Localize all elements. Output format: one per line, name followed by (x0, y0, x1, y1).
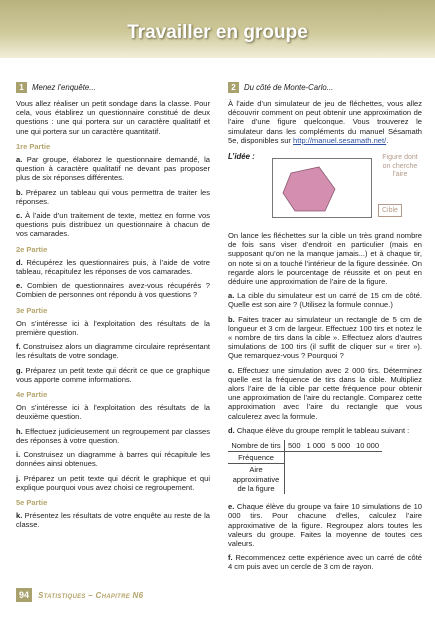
table-header-cell: Fréquence (228, 452, 285, 464)
intro-text: À l’aide d’un simulateur de jeu de fléchettes, vous allez découvrir comment on peut obtenir une approximation de l’aire d’une figure quelconque. Vous trouverez le simulateur dans les compléments du manuel Sésamath 5e, disponibles sur (228, 99, 422, 145)
question-letter: b. (228, 314, 235, 324)
question-letter: c. (228, 365, 235, 375)
question-k (16, 511, 210, 529)
question-text: Construisez alors un diagramme circulaire représentant les résultats de votre sondage. (16, 342, 210, 361)
pink-figure-shape (283, 167, 335, 211)
section-1-heading (16, 82, 210, 93)
question-f-right (228, 553, 422, 571)
section-number-badge: 1 (16, 82, 27, 93)
question-text: Présentez les résultats de votre enquête au reste de la classe. (16, 511, 210, 530)
question-letter: g. (16, 365, 23, 375)
question-d-right (228, 426, 422, 435)
question-e-right (228, 502, 422, 548)
question-letter: j. (16, 473, 21, 483)
question-e (16, 281, 210, 299)
target-square (272, 158, 372, 218)
page-title: Travailler en groupe (127, 22, 308, 43)
right-column (228, 82, 422, 577)
table-empty-cell (285, 452, 383, 464)
question-c (16, 211, 210, 239)
question-f (16, 342, 210, 360)
question-text: Recommencez cette expérience avec un carré de côté 4 cm puis avec un cercle de 3 cm de rayon. (228, 553, 422, 572)
experiment-description: On lance les fléchettes sur la cible un très grand nombre de fois sans viser d’endroit en particulier (mais en supposant qu’on ne la manque jamais...) et à chaque tir, on note si on a touché l’intérieur de la figure dessinée. On regarde alors le pourcentage de réussite et on peut en déduire une approximation de l’aire de la figure. (228, 231, 422, 287)
table-empty-cell (285, 464, 383, 494)
table-row (228, 440, 382, 452)
table-cell: 10 000 (353, 440, 382, 452)
idea-label: L’idée : (228, 152, 255, 162)
question-a-right (228, 291, 422, 309)
question-text: Récupérez les questionnaires puis, à l’aide de votre tableau, récapitulez les réponses de vos camarades. (16, 257, 210, 277)
question-letter: d. (16, 257, 23, 267)
question-text: Par groupe, élaborez le questionnaire demandé, la question à caractère qualitatif ne devant pas proposer plus de six réponses différentes. (16, 155, 210, 183)
question-b (16, 188, 210, 206)
question-text: La cible du simulateur est un carré de 15 cm de côté. Quelle est son aire ? (Utilisez la formule connue.) (228, 291, 422, 310)
chapter-label: Statistiques – Chapitre N6 (38, 590, 144, 600)
question-c-right (228, 366, 422, 421)
question-text: Chaque élève du groupe remplit le tableau suivant : (236, 425, 410, 435)
target-annotation: Cible (378, 204, 402, 217)
question-letter: d. (228, 425, 235, 435)
table-header-cell: Nombre de tirs (228, 440, 285, 452)
partie-4-title: 4e Partie (16, 390, 48, 400)
idea-illustration (228, 150, 422, 225)
question-text: Effectuez judicieusement un regroupement par classes des réponses à votre question. (16, 426, 210, 445)
figure-annotation: Figure dont on cherche l’aire (382, 154, 418, 179)
question-text: Préparez un petit texte qui décrit ce que ce graphique vous apporte comme informations. (16, 365, 210, 384)
question-d (16, 258, 210, 276)
question-i (16, 450, 210, 468)
question-text: Faites tracer au simulateur un rectangle de 5 cm de longueur et 3 cm de largeur. Effectuez 100 tirs et notez le « nombre de tirs dans la cible ». Effectuez alors d’autres simulations de 100 tirs (il suffit de cliquer sur « tirer »). Que remarquez-vous ? Pourquoi ? (228, 314, 422, 361)
partie-5-title: 5e Partie (16, 497, 48, 507)
table-row (228, 464, 382, 494)
question-letter: f. (228, 553, 233, 563)
sesamath-link[interactable]: http://manuel.sesamath.net/ (293, 135, 387, 145)
partie-3-title: 3e Partie (16, 305, 48, 315)
question-letter: e. (228, 502, 235, 512)
table-cell: 1 000 (304, 440, 329, 452)
question-letter: a. (228, 291, 235, 301)
section-2-intro: À l’aide d’un simulateur de jeu de fléchettes, vous allez découvrir comment on peut obtenir une approximation de l’aire d’une figure quelconque. Vous trouverez le simulateur dans les compléments du manuel Sésamath 5e, disponibles sur http://manuel.sesamath.net/. (228, 99, 422, 145)
section-1-intro: Vous allez réaliser un petit sondage dans la classe. Pour cela, vous établirez un questionnaire constitué de deux questions : une qui portera sur un caractère qualitatif et une qui portera sur un caractère quantitatif. (16, 99, 210, 136)
question-letter: a. (16, 155, 23, 165)
partie-1-title: 1re Partie (16, 141, 51, 151)
question-j (16, 474, 210, 492)
table-cell: 5 000 (328, 440, 353, 452)
figure-shape-svg (273, 159, 371, 217)
table-row (228, 452, 382, 464)
table-cell: 500 (285, 440, 304, 452)
question-a (16, 155, 210, 183)
question-text: Effectuez une simulation avec 2 000 tirs. Déterminez quelle est la fréquence de tirs dans la cible. Multipliez alors l’aire de la cible par cette fréquence pour obtenir une approximation de l’aire du rectangle. Comparez cette approximation avec l’aire du rectangle que vous calculerez avec la formule. (228, 365, 422, 421)
partie-2-title: 2e Partie (16, 244, 48, 254)
question-text: Préparez un tableau qui vous permettra de traiter les réponses. (16, 187, 210, 206)
question-letter: h. (16, 426, 23, 436)
question-letter: k. (16, 511, 23, 521)
question-text: Chaque élève du groupe va faire 10 simulations de 10 000 tirs. Pour chacune d’elles, calculez l’aire approximative de la figure. Regroupez alors toutes les valeurs du groupe. Faites la moyenne de toutes ces valeurs. (228, 502, 422, 548)
section-2-title: Du côté de Monte-Carlo... (244, 82, 334, 92)
page-number: 94 (16, 588, 32, 602)
question-text: Préparez un petit texte qui décrit le graphique et qui explique pourquoi vous avez choisi ce regroupement. (16, 473, 210, 492)
question-letter: c. (16, 211, 23, 221)
question-letter: f. (16, 342, 21, 352)
question-text: Combien de questionnaires avez-vous récupérés ? Combien de personnes ont répondu à vos questions ? (16, 281, 210, 300)
question-letter: e. (16, 281, 23, 291)
section-1-title: Menez l’enquête... (32, 82, 96, 92)
page-footer (16, 588, 143, 602)
section-2-heading (228, 82, 422, 93)
partie-3-intro: On s’intéresse ici à l’exploitation des résultats de la première question. (16, 318, 210, 338)
partie-4-intro: On s’intéresse ici à l’exploitation des résultats de la deuxième question. (16, 403, 210, 422)
question-letter: i. (16, 450, 21, 460)
question-text: À l’aide d’un traitement de texte, mettez en forme vos questions puis distribuez un questionnaire à chacun de vos camarades. (16, 211, 210, 239)
table-header-cell: Aire approximative de la figure (228, 464, 285, 494)
results-table (228, 440, 382, 494)
question-text: Construisez un diagramme à barres qui récapitule les données ainsi obtenues. (16, 450, 210, 469)
left-column (16, 82, 210, 535)
question-letter: b. (16, 187, 23, 197)
question-h (16, 427, 210, 445)
section-number-badge: 2 (228, 82, 239, 93)
question-g (16, 366, 210, 384)
title-banner (0, 0, 435, 58)
question-b-right (228, 315, 422, 361)
